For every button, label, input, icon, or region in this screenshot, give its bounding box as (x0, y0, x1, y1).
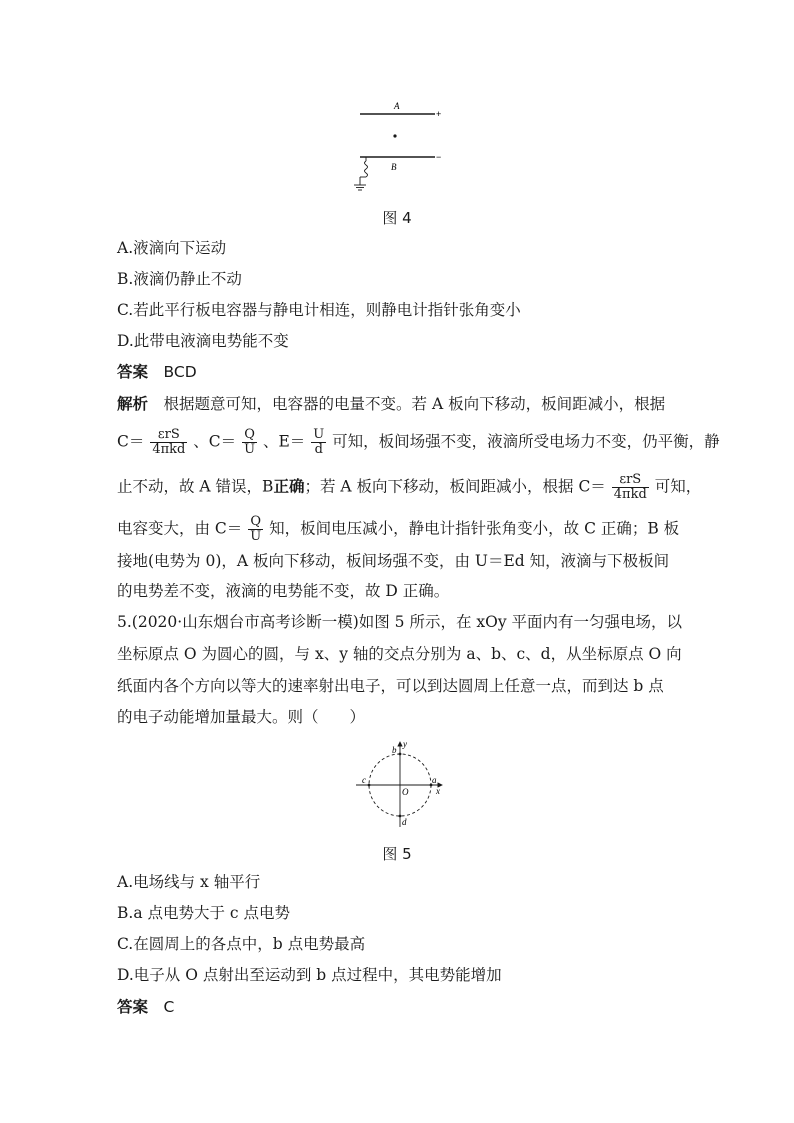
analysis-l4-b: 知，板间电压减小，静电计指针张角变小，故 C 正确；B 板 (269, 519, 680, 538)
analysis-text-1: 根据题意可知，电容器的电量不变。若 A 板向下移动，板间距减小，根据 (163, 395, 666, 413)
droplet (393, 134, 396, 137)
analysis-line-3 (117, 473, 701, 502)
fraction-q-over-u: $\frac{Q}{U}$ (244, 427, 256, 457)
q4-option-c: C.若此平行板电容器与静电计相连，则静电计指针张角变小 (117, 301, 521, 319)
q4-option-a: A.液滴向下运动 (117, 239, 227, 257)
q5-option-c: C.在圆周上的各点中，b 点电势最高 (117, 935, 366, 953)
analysis-l2-rest: 可知，板间场强不变，液滴所受电场力不变，仍平衡，静 (332, 432, 720, 451)
analysis-l3-c: 可知， (654, 477, 702, 496)
figure-5-circle (350, 737, 450, 832)
point-c (368, 784, 371, 787)
q5-line-4: 的电子动能增加量最大。则（ ） (117, 708, 366, 726)
analysis-l2-sep2: 、E＝ (262, 432, 306, 451)
analysis-label: 解析 (117, 395, 149, 413)
answer-label-5: 答案 (117, 998, 149, 1016)
analysis-l3-bold: 正确 (273, 477, 305, 496)
q4-answer (117, 362, 197, 382)
analysis-l2-c: C＝ (117, 432, 145, 451)
q5-line-2: 坐标原点 O 为圆心的圆，与 x、y 轴的交点分别为 a、b、c、d，从坐标原点 O 向 (117, 645, 682, 663)
point-d (399, 815, 402, 818)
analysis-l3-a: 止不动，故 A 错误，B (117, 477, 274, 496)
analysis-l3-b: ；若 A 板向下移动，板间距减小，根据 C＝ (304, 477, 606, 496)
answer-label: 答案 (117, 363, 149, 381)
fraction-u-over-d: $\frac{U}{d}$ (313, 427, 325, 457)
q5-option-a: A.电场线与 x 轴平行 (117, 873, 261, 891)
a-label: a (432, 775, 437, 785)
fraction-capacitance: $\frac{\text{εrS}}{\text{4πkd}}$ (152, 427, 186, 457)
analysis-l4-a: 电容变大，由 C＝ (117, 519, 243, 538)
fraction-q-over-u-2: $\frac{Q}{U}$ (250, 514, 262, 544)
y-label: y (403, 739, 407, 749)
q4-option-b: B.液滴仍静止不动 (117, 270, 242, 288)
q5-line-3: 纸面内各个方向以等大的速率射出电子，可以到达圆周上任意一点，而到达 b 点 (117, 677, 664, 695)
analysis-line-5: 接地(电势为 0)，A 板向下移动，板间场强不变，由 U＝Ed 知，液滴与下极板间 (117, 552, 670, 570)
plate-b-minus: − (436, 152, 442, 162)
figure-4-capacitor (340, 95, 460, 200)
analysis-line-1 (117, 394, 665, 414)
figure-5-caption: 图 5 (382, 845, 412, 863)
q5-line-1: 5.(2020·山东烟台市高考诊断一模)如图 5 所示，在 xOy 平面内有一匀强电场，以 (117, 613, 683, 631)
analysis-line-4 (117, 515, 679, 544)
figure-4-caption: 图 4 (382, 209, 412, 227)
q4-option-d: D.此带电液滴电势能不变 (117, 332, 289, 350)
analysis-l2-sep1: 、C＝ (193, 432, 237, 451)
b-label: b (392, 745, 397, 755)
analysis-line-6: 的电势差不变，液滴的电势能不变，故 D 正确。 (117, 582, 450, 600)
q5-answer (117, 997, 174, 1017)
point-b (399, 753, 402, 756)
answer-value: BCD (163, 363, 197, 381)
answer-value-5: C (163, 998, 175, 1016)
x-label: x (436, 786, 440, 796)
q5-option-b: B.a 点电势大于 c 点电势 (117, 904, 291, 922)
o-label: O (402, 787, 409, 797)
plate-b-label: B (391, 162, 397, 172)
plate-a-label: A (394, 101, 400, 111)
d-label: d (402, 817, 407, 827)
plate-a-plus: + (436, 109, 442, 119)
analysis-line-2 (117, 428, 720, 457)
fraction-capacitance-2: $\frac{\text{εrS}}{\text{4πkd}}$ (613, 472, 647, 502)
q5-option-d: D.电子从 O 点射出至运动到 b 点过程中，其电势能增加 (117, 966, 502, 984)
c-label: c (362, 775, 366, 785)
ground-wire (354, 157, 368, 190)
